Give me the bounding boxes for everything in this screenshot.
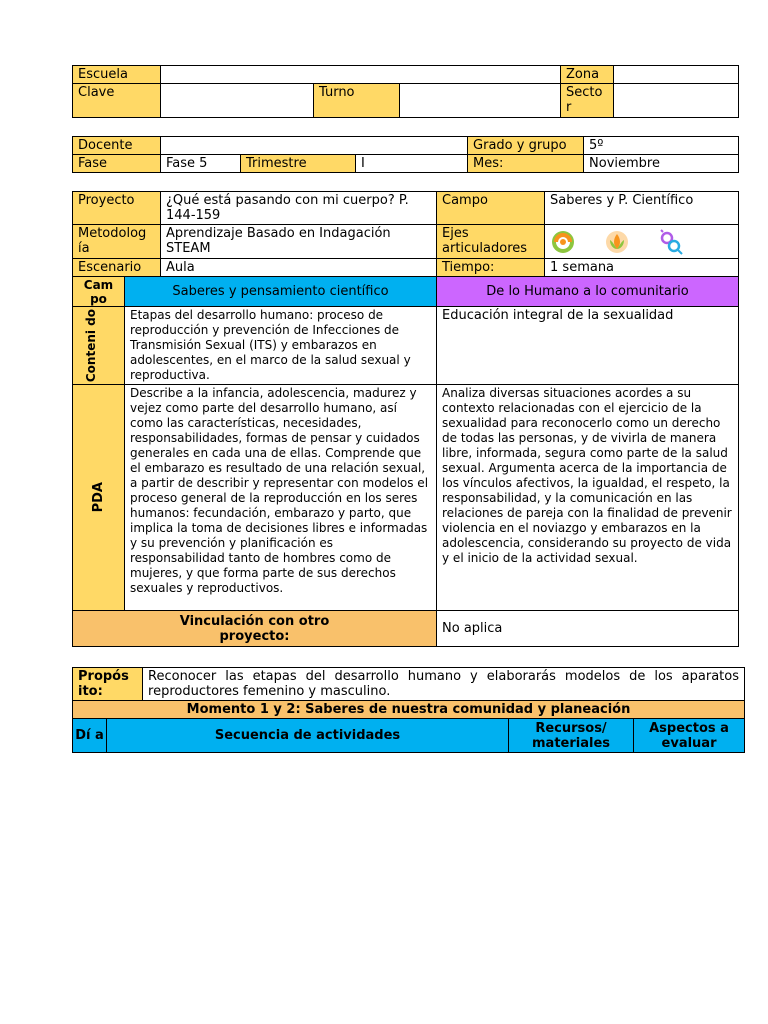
campo-value[interactable]: Saberes y P. Científico: [545, 192, 739, 225]
proposito-label: Propós ito:: [73, 668, 143, 701]
dia-label: Dí a: [73, 719, 107, 753]
contenido-col1: Etapas del desarrollo humano: proceso de reproducción y prevención de Infecciones de Transmisión Sexual (ITS) y embarazos en adolescentes, en el marco de la salud sexual y reproductiva.: [125, 307, 437, 385]
secuencia-label: Secuencia de actividades: [107, 719, 509, 753]
vinculacion-value[interactable]: No aplica: [437, 611, 739, 647]
sector-field[interactable]: [614, 84, 739, 118]
grado-value[interactable]: 5º: [584, 137, 739, 155]
fase-label: Fase: [73, 155, 161, 173]
campo-col2: De lo Humano a lo comunitario: [437, 277, 739, 307]
mes-label: Mes:: [468, 155, 584, 173]
teacher-info-table: [72, 136, 739, 173]
aspectos-label: Aspectos a evaluar: [634, 719, 745, 753]
pda-col2: Analiza diversas situaciones acordes a su contexto relacionadas con el ejercicio de la sexualidad para reconocerlo como un derecho de todas las personas, y de vivirla de manera libre, informada, segura como parte de la salud sexual. Argumenta acerca de la importancia de los vínculos afectivos, la igualdad, el respeto, la responsabilidad, y la comunicación en las relaciones de pareja con la finalidad de prevenir violencia en el noviazgo y embarazos en la adolescencia, considerando su proyecto de vida y el inicio de la actividad sexual.: [437, 385, 739, 611]
school-info-table: [72, 65, 739, 118]
pda-label: PDA: [91, 482, 106, 513]
project-table: [72, 191, 739, 647]
contenido-label: Conteni do: [83, 308, 98, 383]
escuela-label: Escuela: [73, 66, 161, 84]
recursos-label: Recursos/ materiales: [509, 719, 634, 753]
zona-label: Zona: [561, 66, 614, 84]
trimestre-label: Trimestre: [241, 155, 356, 173]
contenido-col2: Educación integral de la sexualidad: [437, 307, 739, 385]
escenario-label: Escenario: [73, 259, 161, 277]
escenario-value[interactable]: Aula: [161, 259, 437, 277]
pda-col1: Describe a la infancia, adolescencia, madurez y vejez como parte del desarrollo humano, así como las características, necesidades, responsabilidades, formas de pensar y cuidados generales en cada una de ellas. Comprende que el embarazo es resultado de una relación sexual, a partir de describir y representar con modelos el proceso general de la reproducción en los seres humanos: fecundación, embarazo y parto, que implica la toma de decisiones libres e informadas y su prevención y planificación es responsabilidad tanto de hombres como de mujeres, y que forma parte de sus derechos sexuales y reproductivos.: [125, 385, 437, 611]
pda-label-cell: [73, 385, 125, 611]
campo-short-label: Cam po: [73, 277, 125, 307]
proyecto-label: Proyecto: [73, 192, 161, 225]
tiempo-value[interactable]: 1 semana: [545, 259, 739, 277]
clave-label: Clave: [73, 84, 161, 118]
grado-label: Grado y grupo: [468, 137, 584, 155]
metodologia-value[interactable]: Aprendizaje Basado en Indagación STEAM: [161, 225, 437, 259]
turno-label: Turno: [314, 84, 400, 118]
metodologia-label: Metodolog ía: [73, 225, 161, 259]
momento-title: Momento 1 y 2: Saberes de nuestra comunidad y planeación: [73, 701, 745, 719]
contenido-label-cell: [73, 307, 125, 385]
turno-field[interactable]: [400, 84, 561, 118]
docente-label: Docente: [73, 137, 161, 155]
mes-value[interactable]: Noviembre: [584, 155, 739, 173]
ejes-icons: [545, 225, 739, 259]
docente-field[interactable]: [161, 137, 468, 155]
trimestre-value[interactable]: I: [356, 155, 468, 173]
fase-value[interactable]: Fase 5: [161, 155, 241, 173]
clave-field[interactable]: [161, 84, 314, 118]
escuela-field[interactable]: [161, 66, 561, 84]
tiempo-label: Tiempo:: [437, 259, 545, 277]
campo-col1: Saberes y pensamiento científico: [125, 277, 437, 307]
vinculacion-label: [73, 611, 437, 647]
campo-label: Campo: [437, 192, 545, 225]
gender-symbols-icon: [658, 229, 684, 255]
zona-field[interactable]: [614, 66, 739, 84]
interculturality-icon: [550, 229, 576, 255]
proposito-value[interactable]: Reconocer las etapas del desarrollo humano y elaborarás modelos de los aparatos reproductores femenino y masculino.: [143, 668, 745, 701]
vinculacion-label-text: Vinculación con otro proyecto:: [179, 613, 330, 644]
lotus-icon: [604, 229, 630, 255]
proyecto-value[interactable]: ¿Qué está pasando con mi cuerpo? P. 144-159: [161, 192, 437, 225]
purpose-table: [72, 667, 745, 753]
ejes-label: Ejes articuladores: [437, 225, 545, 259]
sector-label: Secto r: [561, 84, 614, 118]
